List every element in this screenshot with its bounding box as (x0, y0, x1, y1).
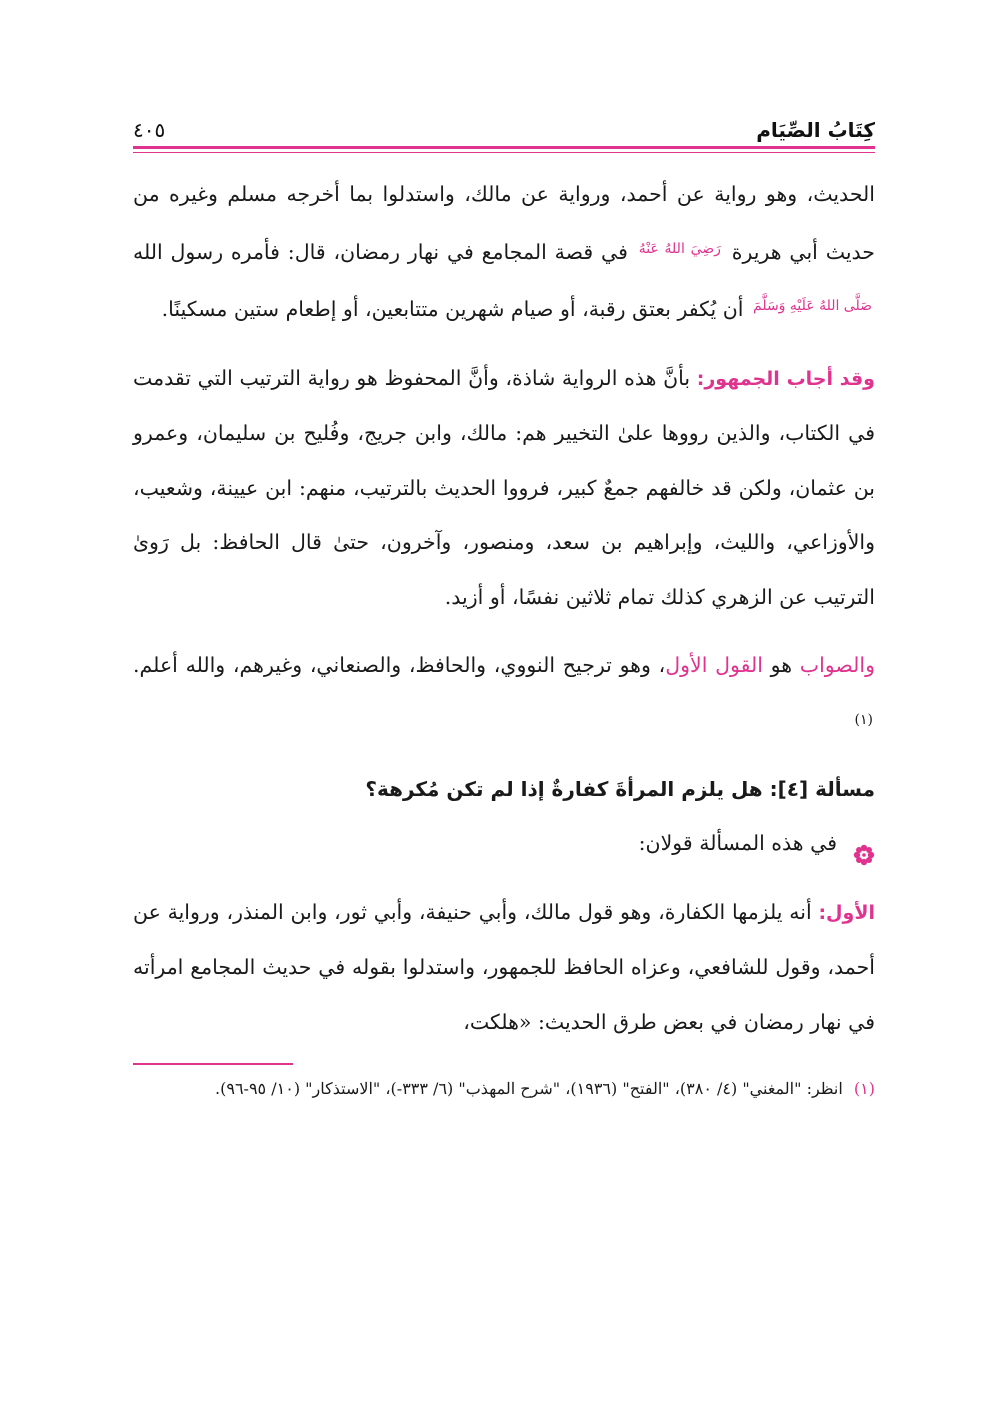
paragraph-1-text: الحديث، وهو رواية عن أحمد، ورواية عن مالك، واستدلوا بما أخرجه مسلم وغيره من حديث أبي هريرة (133, 182, 875, 264)
footnotes (133, 1075, 875, 1102)
paragraph-5-lead: الأول: (818, 901, 875, 924)
footnote-text: انظر: "المغني" (٤/ ٣٨٠)، "الفتح" (١٩٣٦)، "شرح المهذب" (٦/ ٣٣٣-)، "الاستذكار" (١٠/ ٩٥-٩٦). (215, 1079, 843, 1098)
paragraph-1-text-c: أن يُكفر بعتق رقبة، أو صيام شهرين متتابعين، أو إطعام ستين مسكينًا. (161, 297, 744, 321)
paragraph-3-lead: والصواب (799, 653, 875, 677)
paragraph-2-text: بأنَّ هذه الرواية شاذة، وأنَّ المحفوظ هو رواية الترتيب التي تقدمت في الكتاب، والذين رووها علىٰ التخيير هم: مالك، وابن جريج، وفُليح بن سليمان، وعمرو بن عثمان، ولكن قد خالفهم جمعٌ كبير، فرووا الحديث بالترتيب، منهم: ابن عيينة، وشعيب، والأوزاعي، والليث، وإبراهيم بن سعد، ومنصور، وآخرون، حتىٰ قال الحافظ: بل رَوىٰ الترتيب عن الزهري كذلك تمام ثلاثين نفسًا، أو أزيد. (133, 365, 875, 609)
issue-heading: مسألة [٤]: هل يلزم المرأةَ كفارةٌ إذا لم تكن مُكرهة؟ (365, 777, 875, 801)
paragraph-3 (133, 638, 875, 756)
footnote-marker[interactable]: (١) (854, 711, 873, 728)
footnote-rule (133, 1063, 293, 1065)
page-number: ٤٠٥ (133, 118, 166, 142)
paragraph-4-text: في هذه المسألة قولان: (638, 831, 837, 855)
footnote (133, 1075, 875, 1102)
page-body (133, 167, 875, 1049)
paragraph-2-lead: وقد أجاب الجمهور: (696, 367, 875, 390)
footnote-number: (١) (853, 1079, 875, 1098)
honorific-radiya: رَضِيَ اللهُ عَنْهُ (638, 240, 721, 257)
header-rule-thin (133, 152, 875, 153)
header-rule-thick (133, 146, 875, 149)
paragraph-3-text-b: ، وهو ترجيح النووي، والحافظ، والصنعاني، وغيرهم، والله أعلم. (133, 653, 666, 677)
honorific-salla: صَلَّى اللهُ عَلَيْهِ وَسَلَّمَ (753, 298, 872, 314)
paragraph-3-text-a: هو (770, 653, 793, 677)
paragraph-5-text: أنه يلزمها الكفارة، وهو قول مالك، وأبي حنيفة، وأبي ثور، وابن المنذر، ورواية عن أحمد، وقول للشافعي، وعزاه الحافظ للجمهور، واستدلوا بقوله في حديث المجامع امرأته في نهار رمضان في بعض طرق الحديث: «هلكت، (133, 899, 875, 1034)
page (133, 108, 875, 1102)
running-head (133, 108, 875, 142)
paragraph-2 (133, 351, 875, 625)
book-title: كِتَابُ الصِّيَام (756, 118, 875, 142)
paragraph-1-text-b: في قصة المجامع في نهار رمضان، قال: فأمره رسول الله (133, 239, 628, 264)
paragraph-4 (133, 816, 875, 871)
flower-icon (853, 832, 875, 854)
paragraph-1 (133, 167, 875, 337)
paragraph-3-highlight: القول الأول (665, 653, 763, 677)
paragraph-5 (133, 885, 875, 1050)
